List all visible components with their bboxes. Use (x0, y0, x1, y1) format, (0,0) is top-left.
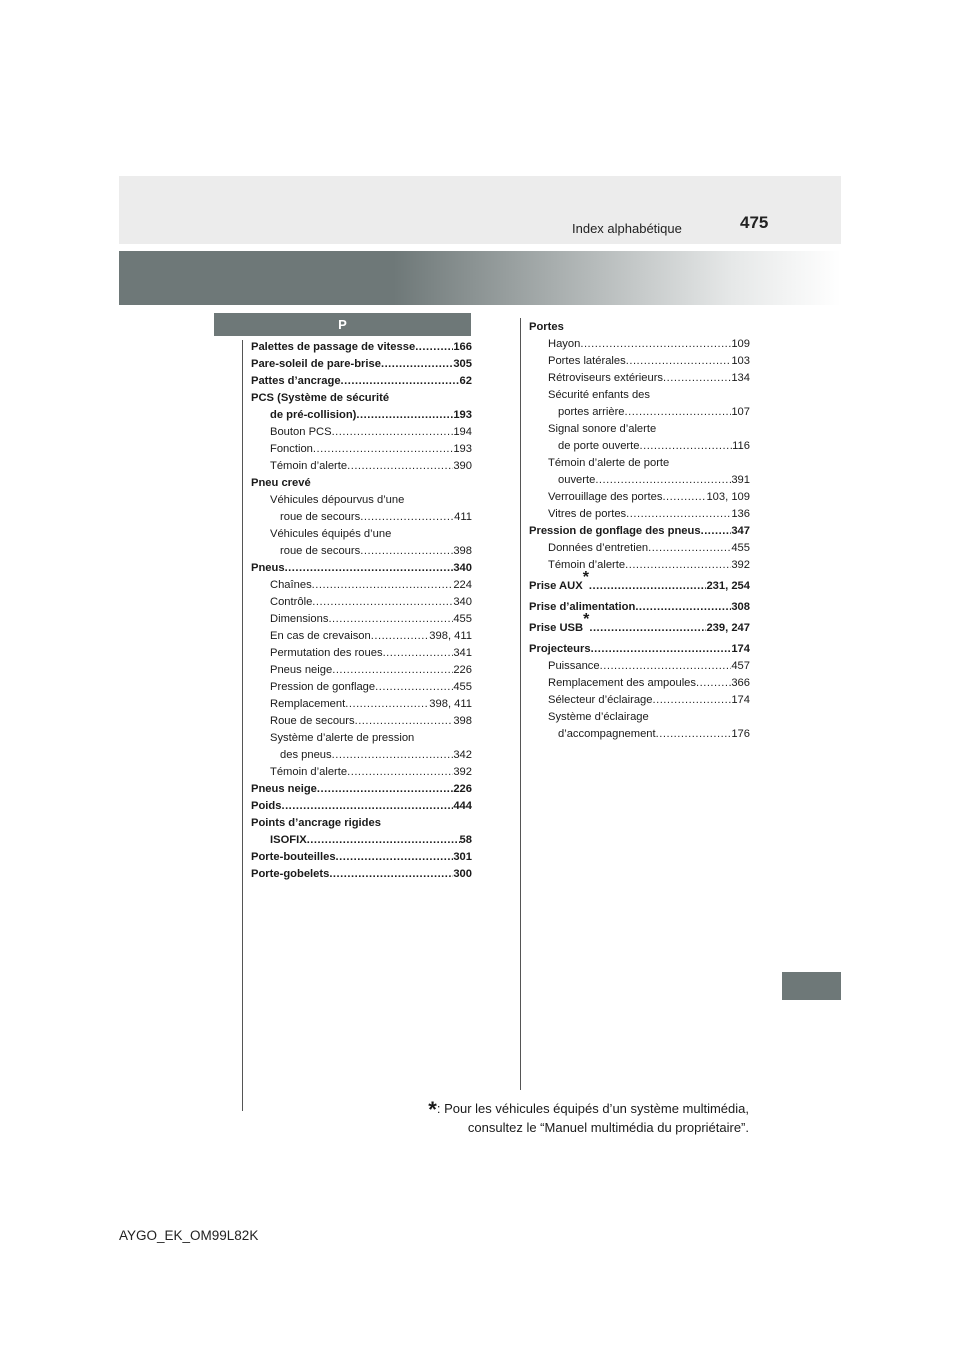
index-entry (529, 611, 750, 637)
index-entry (529, 540, 750, 557)
index-entry-page: 455 (731, 542, 750, 554)
leader-dots (312, 594, 453, 611)
index-column-left (251, 339, 472, 883)
leader-dots (600, 658, 732, 675)
index-entry-page: 300 (453, 868, 472, 880)
index-entry-label: Pression de gonflage (270, 681, 376, 693)
index-entry (251, 696, 472, 713)
index-entry-label: d’accompagnement (558, 728, 656, 740)
leader-dots (347, 458, 453, 475)
index-entry-label: Remplacement des ampoules (548, 677, 696, 689)
index-entry (529, 319, 750, 336)
index-entry-page: 305 (453, 358, 472, 370)
index-entry-label: Rétroviseurs extérieurs (548, 372, 664, 384)
index-entry (251, 543, 472, 560)
index-entry-page: 194 (453, 426, 472, 438)
index-entry-label: roue de secours (280, 545, 361, 557)
index-entry-page: 103, 109 (706, 491, 750, 503)
leader-dots (328, 611, 453, 628)
index-entry (529, 438, 750, 455)
index-entry-page: 301 (453, 851, 472, 863)
leader-dots (285, 560, 454, 577)
index-entry-page: 340 (453, 596, 472, 608)
index-entry-label: Prise AUX (529, 580, 583, 592)
index-entry-page: 390 (453, 460, 472, 472)
leader-dots (360, 509, 454, 526)
index-entry (251, 339, 472, 356)
index-entry-label: Chaînes (270, 579, 312, 591)
leader-dots (375, 679, 453, 696)
decorative-gradient-band (119, 251, 841, 305)
index-entry-page: 226 (453, 783, 472, 795)
index-entry-page: 193 (453, 409, 472, 421)
index-entry-label: Porte-gobelets (251, 868, 330, 880)
index-entry-label: portes arrière (558, 406, 625, 418)
index-entry-label: Signal sonore d’alerte (548, 423, 657, 435)
leader-dots (383, 645, 454, 662)
index-entry-page: 455 (453, 613, 472, 625)
index-entry (529, 641, 750, 658)
index-entry-page: 62 (459, 375, 472, 387)
index-entry-label: Prise USB (529, 622, 584, 634)
index-entry (251, 492, 472, 509)
index-entry (251, 815, 472, 832)
footnote-star-marker: * (583, 611, 590, 628)
index-entry-page: 176 (731, 728, 750, 740)
leader-dots (281, 798, 453, 815)
leader-dots (580, 336, 731, 353)
index-entry (251, 594, 472, 611)
index-entry (251, 373, 472, 390)
index-entry-label: Témoin d’alerte (270, 766, 348, 778)
index-entry-label: Contrôle (270, 596, 313, 608)
index-entry (251, 866, 472, 883)
index-entry-page: 398 (453, 545, 472, 557)
footnote-star: * (428, 1097, 437, 1122)
index-entry (251, 747, 472, 764)
chapter-tab-marker (782, 972, 841, 1000)
index-entry (529, 472, 750, 489)
leader-dots (307, 832, 460, 849)
index-entry (529, 489, 750, 506)
index-entry-label: PCS (Système de sécurité (251, 392, 390, 404)
index-entry (529, 523, 750, 540)
index-entry (529, 709, 750, 726)
index-entry-label: Fonction (270, 443, 313, 455)
index-entry (251, 713, 472, 730)
footnote-star-marker: * (582, 569, 589, 586)
section-title: Index alphabétique (572, 221, 682, 236)
middle-column-divider (520, 318, 521, 1090)
index-entry (251, 730, 472, 747)
index-entry-label: Pression de gonflage des pneus (529, 525, 701, 537)
index-entry (251, 764, 472, 781)
leader-dots (626, 353, 732, 370)
leader-dots (360, 543, 453, 560)
index-entry-label: ISOFIX (270, 834, 307, 846)
index-entry-label: Dimensions (270, 613, 329, 625)
index-entry (251, 560, 472, 577)
index-entry-page: 308 (731, 601, 750, 613)
index-entry (251, 798, 472, 815)
index-entry-page: 231, 254 (706, 580, 750, 592)
index-entry-label: Puissance (548, 660, 600, 672)
index-entry-page: 239, 247 (706, 622, 750, 634)
index-entry (529, 692, 750, 709)
leader-dots (589, 620, 706, 637)
index-entry (251, 645, 472, 662)
index-entry-page: 398 (453, 715, 472, 727)
index-entry (251, 611, 472, 628)
index-entry (251, 832, 472, 849)
index-entry-page: 340 (453, 562, 472, 574)
left-column-divider (242, 340, 243, 1111)
index-entry-label: Témoin d’alerte (270, 460, 348, 472)
index-entry-label: Points d’ancrage rigides (251, 817, 381, 829)
index-entry-label: Pneu crevé (251, 477, 311, 489)
index-entry-page: 457 (731, 660, 750, 672)
index-entry-page: 392 (453, 766, 472, 778)
index-entry (251, 424, 472, 441)
index-entry (251, 390, 472, 407)
leader-dots (663, 370, 731, 387)
leader-dots (332, 662, 453, 679)
index-entry-label: Vitres de portes (548, 508, 627, 520)
index-entry-page: 224 (453, 579, 472, 591)
index-entry (529, 506, 750, 523)
index-entry-page: 341 (453, 647, 472, 659)
index-entry (251, 662, 472, 679)
index-entry-label: Témoin d’alerte de porte (548, 457, 670, 469)
leader-dots (356, 407, 453, 424)
index-entry-label: des pneus (280, 749, 332, 761)
index-entry-label: Poids (251, 800, 282, 812)
header-band (119, 176, 841, 244)
index-entry-page: 174 (731, 694, 750, 706)
leader-dots (635, 599, 731, 616)
index-entry (251, 458, 472, 475)
index-entry (529, 387, 750, 404)
index-entry-label: Sélecteur d’éclairage (548, 694, 653, 706)
index-entry-page: 136 (731, 508, 750, 520)
leader-dots (625, 557, 731, 574)
index-entry-label: ouverte (558, 474, 596, 486)
page-number: 475 (740, 213, 769, 232)
index-entry-label: de pré-collision) (270, 409, 357, 421)
index-entry (251, 628, 472, 645)
footnote (289, 1097, 749, 1137)
index-entry (529, 675, 750, 692)
index-entry-page: 392 (731, 559, 750, 571)
index-entry-label: Pare-soleil de pare-brise (251, 358, 381, 370)
index-entry-page: 366 (731, 677, 750, 689)
index-entry-page: 166 (453, 341, 472, 353)
index-entry-label: Pattes d’ancrage (251, 375, 341, 387)
index-entry-page: 174 (731, 643, 750, 655)
index-entry-page: 134 (731, 372, 750, 384)
index-entry-label: Témoin d’alerte (548, 559, 626, 571)
index-entry-label: Palettes de passage de vitesse (251, 341, 416, 353)
index-entry-label: Hayon (548, 338, 581, 350)
index-entry (529, 726, 750, 743)
index-entry-label: Permutation des roues (270, 647, 383, 659)
index-entry (529, 421, 750, 438)
index-entry-label: Bouton PCS (270, 426, 332, 438)
index-entry (529, 404, 750, 421)
index-entry-label: Système d’éclairage (548, 711, 649, 723)
leader-dots (332, 424, 454, 441)
index-entry-page: 109 (731, 338, 750, 350)
index-column-right (529, 319, 750, 743)
index-entry-label: Pneus (251, 562, 285, 574)
index-entry-page: 58 (459, 834, 472, 846)
index-entry-page: 398, 411 (429, 630, 472, 642)
leader-dots (381, 356, 453, 373)
leader-dots (626, 506, 731, 523)
index-entry-page: 107 (731, 406, 750, 418)
index-entry-page: 347 (731, 525, 750, 537)
index-entry-label: Pneus neige (251, 783, 317, 795)
index-entry-label: Sécurité enfants des (548, 389, 650, 401)
index-entry-page: 455 (453, 681, 472, 693)
index-entry-label: Pneus neige (270, 664, 333, 676)
model-code: AYGO_EK_OM99L82K (119, 1228, 259, 1243)
index-entry (251, 781, 472, 798)
index-entry (251, 679, 472, 696)
index-entry-label: Système d’alerte de pression (270, 732, 415, 744)
index-entry-page: 411 (454, 511, 472, 523)
index-entry-label: Projecteurs (529, 643, 591, 655)
leader-dots (625, 404, 732, 421)
leader-dots (648, 540, 731, 557)
index-entry-page: 226 (453, 664, 472, 676)
index-entry-label: Prise d’alimentation (529, 601, 636, 613)
leader-dots (639, 438, 732, 455)
leader-dots (313, 441, 453, 458)
index-entry (529, 658, 750, 675)
leader-dots (652, 692, 731, 709)
index-entry-label: Véhicules dépourvus d’une (270, 494, 405, 506)
leader-dots (371, 628, 430, 645)
index-entry-page: 116 (732, 440, 750, 452)
index-entry-label: Verrouillage des portes (548, 491, 663, 503)
leader-dots (312, 577, 454, 594)
leader-dots (345, 696, 429, 713)
index-entry-label: Roue de secours (270, 715, 355, 727)
index-entry (251, 407, 472, 424)
leader-dots (701, 523, 732, 540)
index-entry (251, 356, 472, 373)
index-entry (251, 849, 472, 866)
index-entry-label: de porte ouverte (558, 440, 640, 452)
index-entry (529, 599, 750, 616)
leader-dots (589, 578, 707, 595)
index-entry-page: 342 (453, 749, 472, 761)
index-entry (251, 441, 472, 458)
index-entry-page: 398, 411 (429, 698, 472, 710)
footnote-line-2: consultez le “Manuel multimédia du propriétaire”. (467, 1120, 749, 1135)
leader-dots (591, 641, 732, 658)
index-entry-page: 444 (453, 800, 472, 812)
leader-dots (347, 764, 453, 781)
index-entry-label: Portes latérales (548, 355, 626, 367)
index-entry-label: En cas de crevaison (270, 630, 371, 642)
index-entry (529, 336, 750, 353)
leader-dots (595, 472, 731, 489)
index-entry (251, 475, 472, 492)
leader-dots (336, 849, 454, 866)
leader-dots (329, 866, 453, 883)
index-entry-label: Remplacement (270, 698, 346, 710)
index-entry (529, 455, 750, 472)
leader-dots (332, 747, 454, 764)
index-entry (251, 526, 472, 543)
index-entry-label: Véhicules équipés d’une (270, 528, 392, 540)
index-entry-page: 103 (731, 355, 750, 367)
leader-dots (317, 781, 453, 798)
index-entry (251, 509, 472, 526)
index-entry-label: Portes (529, 321, 564, 333)
leader-dots (355, 713, 454, 730)
footnote-line-1: *: Pour les véhicules équipés d’un système multimédia, (428, 1097, 749, 1122)
leader-dots (656, 726, 732, 743)
index-entry-page: 391 (731, 474, 750, 486)
index-entry-label: Porte-bouteilles (251, 851, 336, 863)
index-entry (529, 569, 750, 595)
leader-dots (341, 373, 460, 390)
leader-dots (696, 675, 731, 692)
index-entry (251, 577, 472, 594)
leader-dots (662, 489, 706, 506)
leader-dots (415, 339, 453, 356)
index-entry-label: Données d’entretien (548, 542, 649, 554)
index-entry (529, 353, 750, 370)
index-entry (529, 370, 750, 387)
index-entry-label: roue de secours (280, 511, 361, 523)
index-entry-page: 193 (453, 443, 472, 455)
index-entry (529, 557, 750, 574)
index-letter-header: P (214, 313, 471, 336)
